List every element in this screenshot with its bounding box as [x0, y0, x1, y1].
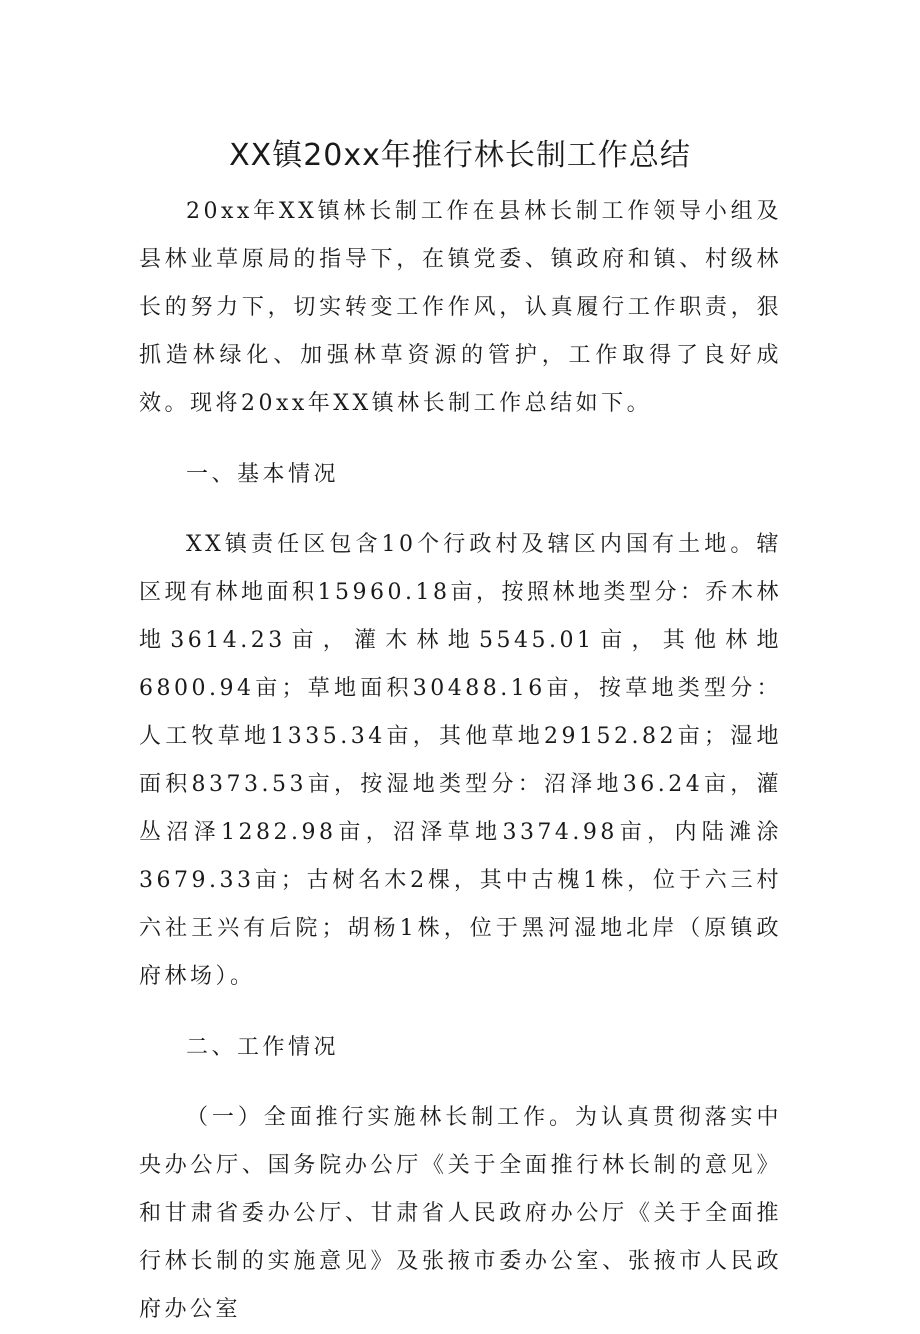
document-title: XX镇20xx年推行林长制工作总结 [229, 138, 691, 173]
intro-paragraph: 20xx年XX镇林长制工作在县林长制工作领导小组及县林业草原局的指导下，在镇党委、镇政府和镇、村级林长的努力下，切实转变工作作风，认真履行工作职责，狠抓造林绿化、加强林草资源的管护，工作取得了良好成效。现将20xx年XX镇林长制工作总结如下。 [139, 199, 782, 416]
work-situation-paragraph: （一）全面推行实施林长制工作。为认真贯彻落实中央办公厅、国务院办公厅《关于全面推行林长制的意见》和甘肃省委办公厅、甘肃省人民政府办公厅《关于全面推行林长制的实施意见》及张掖市委办公室、张掖市人民政府办公室 [139, 1105, 782, 1322]
document-body [139, 188, 782, 1334]
section-heading-basic-situation: 一、基本情况 [186, 462, 340, 487]
basic-situation-paragraph: XX镇责任区包含10个行政村及辖区内国有土地。辖区现有林地面积15960.18亩，按照林地类型分：乔木林地3614.23亩，灌木林地5545.01亩，其他林地6800.94亩；草地面积30488.16亩，按草地类型分：人工牧草地1335.34亩，其他草地29152.82亩；湿地面积8373.53亩，按湿地类型分：沼泽地36.24亩，灌丛沼泽1282.98亩，沼泽草地3374.98亩，内陆滩涂3679.33亩；古树名木2棵，其中古槐1株，位于六三村六社王兴有后院；胡杨1株，位于黑河湿地北岸（原镇政府林场）。 [139, 532, 782, 989]
section-heading-work-situation: 二、工作情况 [186, 1035, 340, 1060]
